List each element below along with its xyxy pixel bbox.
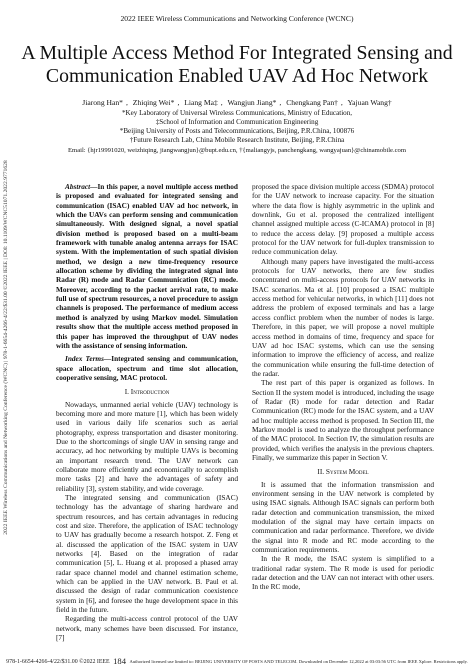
abstract bbox=[56, 182, 238, 350]
author-name: Liang Ma‡ bbox=[184, 98, 218, 107]
paper-title: A Multiple Access Method For Integrated Sensing and Communication Enabled UAV Ad Hoc Network bbox=[21, 42, 453, 87]
copyright-notice: 978-1-6654-4266-4/22/$31.00 ©2022 IEEE bbox=[6, 659, 110, 665]
author-list: Jiarong Han* , Zhiqing Wei* , Liang Ma‡ , Wangjun Jiang* , Chengkang Pan† , Yajuan Wang† bbox=[82, 98, 392, 107]
affiliation-line: †Future Research Lab, China Mobile Research Institute, Beijing, P.R.China bbox=[129, 136, 345, 144]
section-heading-introduction: I. Introduction bbox=[124, 387, 170, 397]
section-heading-system-model: II. System Model bbox=[317, 467, 369, 477]
body-paragraph: In the R mode, the ISAC system is simplified to a traditional radar system. The R mode is used for periodic radar detection and the UAV can not interact with other users. In the RC mode, bbox=[252, 554, 434, 592]
right-column bbox=[252, 182, 434, 592]
body-paragraph: The integrated sensing and communication (ISAC) technology has the advantage of sharing hardware and spectrum resources, and has certain advantages in reducing cost and size. Therefore, the application of ISAC technology to UAV has gradually become a research hotspot. Z. Feng et al. discussed the application of the ISAC system in UAV networks [4]. Based on the integration of radar communication [5], L. Huang et al. proposed a phased array radar space channel model and channel estimation scheme, which can be applied in the UAV network. B. Paul et al. discussed the design of radar communication coexistence system in [6], and foresee the huge development space in this field in the future. bbox=[56, 493, 238, 615]
body-paragraph: Although many papers have investigated the multi-access protocols for UAV networks, there are few studies concentrated on multi-access protocols for UAV networks in ISAC scenarios. Ma et al. [10] proposed a ISAC multiple access method for vehicular networks, in which [11] does not address the problem of exposed terminals and has a large access conflict problem when the number of nodes is large. Therefore, in this paper, we will propose a novel multiple access method in domains of time, frequency and space for UAV ad hoc ISAC systems, which can use the sensing information to improve the efficiency of access, and realize the communication while ensuring the full-time detection of the radar. bbox=[252, 256, 434, 378]
author-name: Yajuan Wang† bbox=[347, 98, 392, 107]
email-line: Email: {hjr19991020, weizhiqing, jiangwangjun}@bupt.edu.cn, †{maliangyjs, panchengkang, wangyajuan}@chinamobile.com bbox=[68, 147, 406, 154]
author-name: Wangjun Jiang* bbox=[227, 98, 277, 107]
body-paragraph: proposed the space division multiple access (SDMA) protocol for the UAV network to increase capacity. For the situation where the data flow is highly asymmetric in the uplink and downlink, Gu et al. proposed the centralized intelligent channel assigned multiple access (C-ICAMA) protocol in [8] to reduce the access delay. [9] proposed a multiple access protocol for the UAV network for full-duplex transmission to reduce communication delay. bbox=[252, 182, 434, 257]
body-paragraph: The rest part of this paper is organized as follows. In Section II the system model is introduced, including the usage of Radar (R) mode for radar detection and Radar Communication (RC) mode for the ISAC system, and a UAV ad hoc multiple access method is proposed. In Section III, the Markov model is used to analyze the throughput performance of the MAC protocol. In Section IV, the simulation results are provided, which verifies the analysis in the previous chapters. Finally, we summarize this paper in Section V. bbox=[252, 378, 434, 462]
author-name: Jiarong Han* bbox=[82, 98, 123, 107]
affiliation-line: *Key Laboratory of Universal Wireless Communications, Ministry of Education, bbox=[121, 109, 353, 117]
index-terms-text: —Integrated sensing and communication, space allocation, spectrum and time slot allocation, cooperative sensing, MAC protocol. bbox=[56, 354, 239, 382]
abstract-text: —In this paper, a novel multiple access method is proposed and evaluated for integrated sensing and communication (ISAC) enabled UAV ad hoc network, in which the UAVs can perform sensing and communication simultaneously. With designed signal, a novel spatial division method is proposed based on a multi-beam framework with tunable analog antenna arrays for ISAC system. With the implementation of such spatial division method, we design a new time-frequency resource allocation scheme by dividing the integrated signal into Radar (R) mode and Radar Communication (RC) mode. Moreover, according to the packet arrival rate, to make full use of spectrum resources, a novel procedure to assign channels is proposed. The performance of medium access method is analyzed by using Markov model. Simulation results show that the multiple access method proposed in this paper has improved the throughput of UAV nodes with the assistance of sensing information. bbox=[56, 182, 238, 350]
index-terms bbox=[56, 354, 238, 382]
license-notice: Authorized licensed use limited to: BEIJING UNIVERSITY OF POSTS AND TELECOM. Downloaded on December 12,2022 at 03:03:56 UTC from IEEE Xplore. Restrictions apply. bbox=[129, 659, 468, 664]
author-name: Zhiqing Wei* bbox=[132, 98, 175, 107]
abstract-label: Abstract bbox=[65, 182, 91, 191]
left-column bbox=[56, 182, 238, 643]
author-name: Chengkang Pan† bbox=[286, 98, 338, 107]
doi-sidebar: 2022 IEEE Wireless Communications and Networking Conference (WCNC) | 978-1-6654-4266-4/22/$31.00 ©2022 IEEE | DOI: 10.1109/WCNC51071.2022.9771628 bbox=[3, 160, 9, 535]
body-paragraph: Regarding the multi-access control protocol of the UAV network, many schemes have been discussed. For instance, [7] bbox=[56, 614, 238, 643]
index-terms-label: Index Terms bbox=[65, 354, 104, 364]
body-paragraph: Nowadays, unmanned aerial vehicle (UAV) technology is becoming more and more mature [1], which has been widely used in various daily life scenarios such as aerial photography, express transportation and disaster monitoring. Due to the shortcomings of single UAV in sensing range and accuracy, ad hoc networking by multiple UAVs is becoming an important research trend. The UAV network can collaborate more efficiently and economically to accomplish more tasks [2] and have the advantages of safety and reliability [3], system stability, and wide coverage. bbox=[56, 399, 238, 493]
page-number: 184 bbox=[113, 656, 127, 666]
affiliation-line: *Beijing University of Posts and Telecommunications, Beijing, P.R.China, 100876 bbox=[119, 127, 355, 135]
conference-header: 2022 IEEE Wireless Communications and Networking Conference (WCNC) bbox=[120, 14, 354, 23]
affiliation-line: ‡School of Information and Communication Engineering bbox=[155, 118, 319, 126]
download-footer bbox=[0, 656, 474, 666]
body-paragraph: It is assumed that the information transmission and environment sensing in the UAV network is completed by using ISAC signals. Although ISAC signals can perform both radar detection and communication transmission, the mixed modulation of the signal may have certain impacts on communication and radar performance. Therefore, we divide the signal into R mode and RC mode according to the communication requirements. bbox=[252, 479, 434, 555]
